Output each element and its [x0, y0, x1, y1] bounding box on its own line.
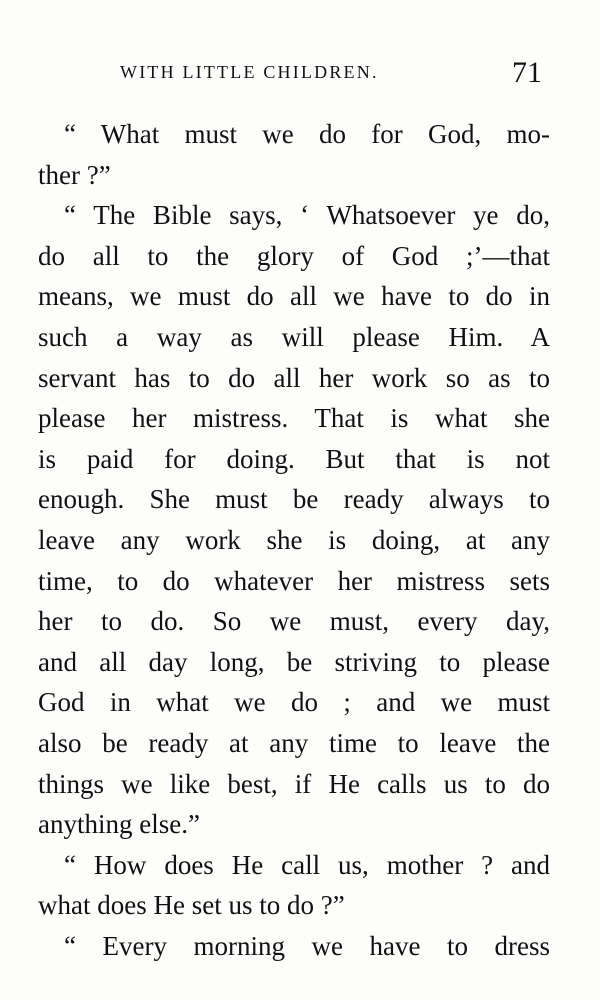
- text-line: “ Every morning we have to dress: [64, 930, 550, 961]
- text-line: enough. She must be ready always to: [38, 484, 550, 515]
- text-line: please her mistress. That is what she: [38, 403, 550, 434]
- text-line: servant has to do all her work so as to: [38, 362, 550, 393]
- text-line: ther ?”: [38, 159, 111, 190]
- text-line: means, we must do all we have to do in: [38, 281, 550, 312]
- paragraph-4: [38, 926, 550, 967]
- running-head: [0, 56, 600, 96]
- body-text: [38, 114, 550, 966]
- text-line: God in what we do ; and we must: [38, 687, 550, 718]
- paragraph-2: [38, 195, 550, 845]
- text-line: “ How does He call us, mother ? and: [64, 849, 550, 880]
- text-line: is paid for doing. But that is not: [38, 443, 550, 474]
- text-line: and all day long, be striving to please: [38, 646, 550, 677]
- text-line: “ What must we do for God, mo-: [64, 119, 550, 149]
- text-line: “ The Bible says, ‘ Whatsoever ye do,: [64, 200, 550, 231]
- running-title: WITH LITTLE CHILDREN.: [120, 62, 379, 82]
- page-number: 71: [512, 56, 542, 89]
- text-line: leave any work she is doing, at any: [38, 524, 550, 555]
- text-line: time, to do whatever her mistress sets: [38, 565, 550, 596]
- text-line: also be ready at any time to leave the: [38, 727, 550, 758]
- text-line: anything else.”: [38, 809, 200, 840]
- paragraph-1: [38, 114, 550, 195]
- text-line: do all to the glory of God ;’—that: [38, 240, 550, 271]
- text-line: what does He set us to do ?”: [38, 890, 345, 921]
- text-line: things we like best, if He calls us to do: [38, 768, 550, 799]
- text-line: her to do. So we must, every day,: [38, 606, 550, 637]
- paragraph-3: [38, 845, 550, 926]
- text-line: such a way as will please Him. A: [38, 321, 550, 352]
